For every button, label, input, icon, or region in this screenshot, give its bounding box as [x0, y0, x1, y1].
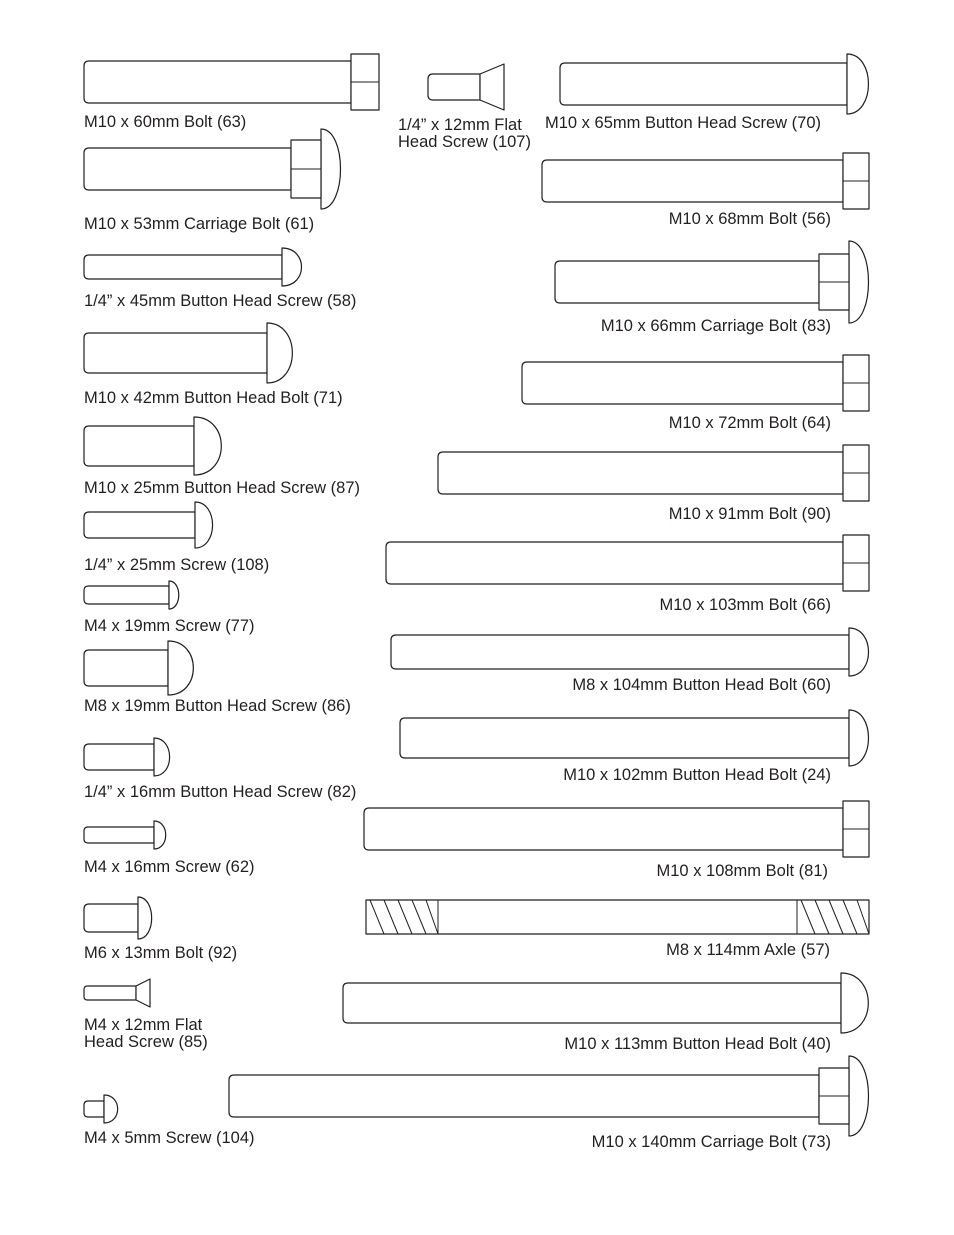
- part-label-line: M10 x 66mm Carriage Bolt (83): [600, 317, 831, 335]
- part-label-p70: [545, 115, 821, 132]
- part-label-line: M4 x 16mm Screw (62): [84, 858, 255, 876]
- part-button-head-bolt-p71: [84, 323, 292, 383]
- part-label-p87: [84, 480, 360, 497]
- part-carriage-bolt-p73: [229, 1056, 869, 1136]
- part-label-p71: [84, 390, 343, 407]
- part-button-head-screw-p86: [84, 641, 193, 695]
- part-label-line: M8 x 19mm Button Head Screw (86): [84, 697, 351, 715]
- part-label-line: M10 x 68mm Bolt (56): [668, 210, 831, 228]
- part-screw-p108: [84, 502, 213, 548]
- part-hex-bolt-p66: [386, 535, 869, 591]
- part-label-p104: [84, 1130, 255, 1147]
- part-label-line: M10 x 113mm Button Head Bolt (40): [564, 1035, 831, 1053]
- part-carriage-bolt-p83: [555, 241, 869, 323]
- part-flat-head-screw-p85: [84, 979, 150, 1007]
- part-label-line: M10 x 25mm Button Head Screw (87): [84, 479, 361, 497]
- part-label-p56: [669, 211, 831, 228]
- part-button-head-bolt-p24: [400, 710, 869, 766]
- part-bolt-p92: [84, 897, 152, 939]
- part-label-line: M8 x 114mm Axle (57): [666, 941, 830, 959]
- part-label-line: M10 x 53mm Carriage Bolt (61): [84, 215, 315, 233]
- part-button-head-screw-p82: [84, 738, 170, 776]
- part-axle-p57: [366, 900, 869, 934]
- part-label-p66: [660, 597, 831, 614]
- part-button-head-screw-p58: [84, 248, 302, 286]
- part-label-line: M4 x 5mm Screw (104): [84, 1129, 255, 1147]
- part-label-p81: [657, 863, 828, 880]
- part-label-line: 1/4” x 25mm Screw (108): [84, 556, 270, 574]
- part-label-line: M10 x 42mm Button Head Bolt (71): [84, 389, 343, 407]
- part-label-line: M10 x 102mm Button Head Bolt (24): [563, 766, 831, 784]
- part-label-p82: [84, 784, 356, 801]
- part-label-p60: [572, 677, 831, 694]
- part-hex-bolt-p90: [438, 445, 869, 501]
- part-hex-bolt-p64: [522, 355, 869, 411]
- part-screw-p104: [84, 1095, 118, 1123]
- part-label-line: Head Screw (85): [84, 1033, 208, 1051]
- part-button-head-bolt-p40: [343, 973, 868, 1033]
- part-label-p107: [398, 117, 531, 151]
- part-label-p73: [592, 1134, 831, 1151]
- part-screw-p62: [84, 821, 166, 849]
- part-label-p92: [84, 945, 237, 962]
- part-label-line: M8 x 104mm Button Head Bolt (60): [572, 676, 831, 694]
- part-label-line: M10 x 103mm Bolt (66): [659, 596, 831, 614]
- part-button-head-bolt-p60: [391, 628, 869, 676]
- part-label-p86: [84, 698, 351, 715]
- part-screw-p77: [84, 581, 179, 609]
- part-label-p62: [84, 859, 255, 876]
- part-button-head-screw-p70: [560, 54, 868, 114]
- part-carriage-bolt-p61: [84, 129, 341, 209]
- part-label-p24: [563, 767, 831, 784]
- part-label-line: M10 x 91mm Bolt (90): [668, 505, 831, 523]
- part-label-line: M10 x 140mm Carriage Bolt (73): [591, 1133, 831, 1151]
- part-hex-bolt-p63: [84, 54, 379, 110]
- part-label-p85: [84, 1017, 208, 1051]
- part-label-line: M10 x 60mm Bolt (63): [84, 113, 247, 131]
- part-label-p77: [84, 618, 255, 635]
- part-label-line: 1/4” x 45mm Button Head Screw (58): [84, 292, 357, 310]
- part-label-line: M4 x 19mm Screw (77): [84, 617, 255, 635]
- part-label-line: M6 x 13mm Bolt (92): [84, 944, 238, 962]
- part-label-line: M10 x 65mm Button Head Screw (70): [545, 114, 822, 132]
- part-label-p58: [84, 293, 356, 310]
- part-label-p57: [666, 942, 830, 959]
- part-label-p83: [601, 318, 831, 335]
- part-label-p108: [84, 557, 269, 574]
- part-hex-bolt-p56: [542, 153, 869, 209]
- part-label-line: 1/4” x 12mm Flat: [398, 116, 522, 134]
- part-label-line: M10 x 108mm Bolt (81): [656, 862, 828, 880]
- part-label-p64: [669, 415, 831, 432]
- part-hex-bolt-p81: [364, 801, 869, 857]
- part-label-p90: [669, 506, 831, 523]
- part-label-line: 1/4” x 16mm Button Head Screw (82): [84, 783, 357, 801]
- part-label-p61: [84, 216, 314, 233]
- part-label-line: M10 x 72mm Bolt (64): [668, 414, 831, 432]
- part-label-p63: [84, 114, 246, 131]
- part-button-head-screw-p87: [84, 417, 221, 475]
- part-label-line: Head Screw (107): [398, 133, 531, 151]
- part-flat-head-screw-p107: [428, 64, 504, 110]
- part-label-line: M4 x 12mm Flat: [84, 1016, 203, 1034]
- part-label-p40: [564, 1036, 831, 1053]
